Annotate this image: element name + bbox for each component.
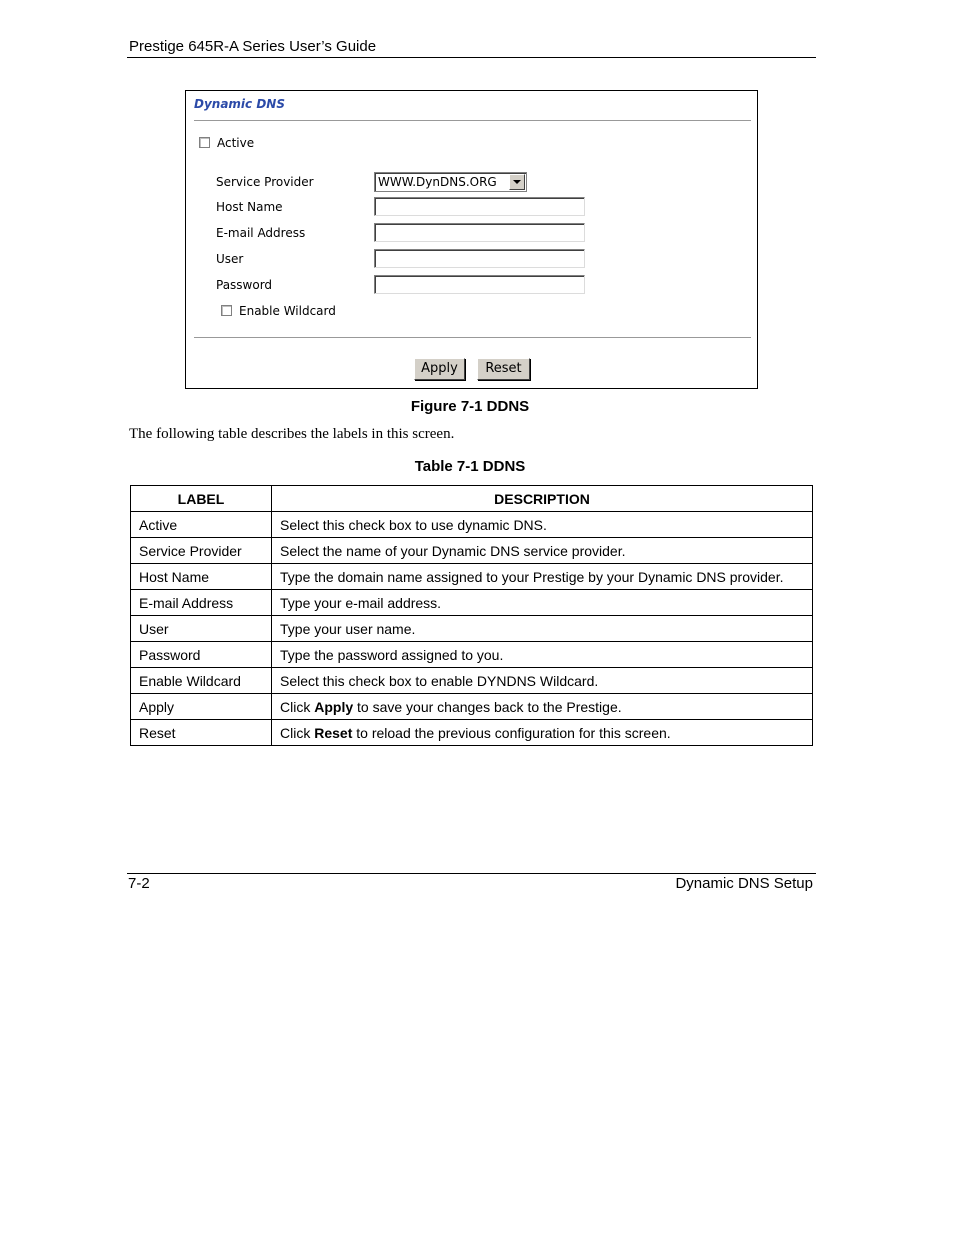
panel-divider-bottom	[194, 337, 751, 339]
row-description: Click Apply to save your changes back to the Prestige.	[272, 694, 813, 720]
chevron-down-icon[interactable]	[509, 174, 525, 190]
password-input[interactable]	[374, 275, 585, 294]
row-label: Service Provider	[131, 538, 272, 564]
email-address-input[interactable]	[374, 223, 585, 242]
figure-caption-text: Figure 7-1 DDNS	[410, 398, 530, 415]
table-row	[131, 538, 813, 564]
row-label: Active	[131, 512, 272, 538]
row-description: Type your user name.	[272, 616, 813, 642]
row-label: Password	[131, 642, 272, 668]
column-header-description: DESCRIPTION	[272, 486, 813, 512]
table-row	[131, 616, 813, 642]
footer-divider	[127, 873, 816, 874]
chapter-title: Dynamic DNS Setup	[675, 875, 813, 892]
user-label: User	[216, 252, 244, 266]
page-number: 7-2	[128, 875, 150, 892]
service-provider-select[interactable]	[374, 172, 527, 192]
row-label: Apply	[131, 694, 272, 720]
panel-title: Dynamic DNS	[194, 97, 285, 111]
table-row	[131, 694, 813, 720]
row-description: Type your e-mail address.	[272, 590, 813, 616]
table-header-row	[131, 486, 813, 512]
table-row	[131, 642, 813, 668]
ddns-description-table	[130, 485, 813, 746]
service-provider-label: Service Provider	[216, 175, 314, 189]
header-divider	[127, 57, 816, 58]
row-description: Select this check box to use dynamic DNS.	[272, 512, 813, 538]
active-checkbox[interactable]	[199, 137, 210, 148]
table-row	[131, 564, 813, 590]
intro-paragraph: The following table describes the labels in this screen.	[129, 426, 455, 442]
host-name-label: Host Name	[216, 200, 283, 214]
row-description: Select the name of your Dynamic DNS service provider.	[272, 538, 813, 564]
table-caption-text: Table 7-1 DDNS	[414, 458, 526, 475]
apply-button[interactable]: Apply	[414, 358, 465, 380]
active-label: Active	[217, 136, 255, 150]
reset-button[interactable]: Reset	[477, 358, 530, 380]
table-row	[131, 668, 813, 694]
column-header-label: LABEL	[131, 486, 272, 512]
table-row	[131, 720, 813, 746]
user-input[interactable]	[374, 249, 585, 268]
table-row	[131, 512, 813, 538]
row-description: Click Reset to reload the previous configuration for this screen.	[272, 720, 813, 746]
row-description: Select this check box to enable DYNDNS Wildcard.	[272, 668, 813, 694]
row-description: Type the domain name assigned to your Prestige by your Dynamic DNS provider.	[272, 564, 813, 590]
row-description: Type the password assigned to you.	[272, 642, 813, 668]
panel-divider-top	[194, 120, 751, 122]
row-label: Reset	[131, 720, 272, 746]
email-address-label: E-mail Address	[216, 226, 306, 240]
enable-wildcard-label: Enable Wildcard	[239, 304, 336, 318]
row-label: User	[131, 616, 272, 642]
table-caption	[0, 458, 954, 475]
page-header-title: Prestige 645R-A Series User’s Guide	[129, 38, 377, 55]
row-label: Enable Wildcard	[131, 668, 272, 694]
row-label: Host Name	[131, 564, 272, 590]
table-row	[131, 590, 813, 616]
password-label: Password	[216, 278, 273, 292]
host-name-input[interactable]	[374, 197, 585, 216]
ddns-screenshot	[185, 90, 758, 389]
figure-caption	[0, 398, 954, 415]
enable-wildcard-checkbox[interactable]	[221, 305, 232, 316]
row-label: E-mail Address	[131, 590, 272, 616]
service-provider-value: WWW.DynDNS.ORG	[378, 175, 497, 189]
